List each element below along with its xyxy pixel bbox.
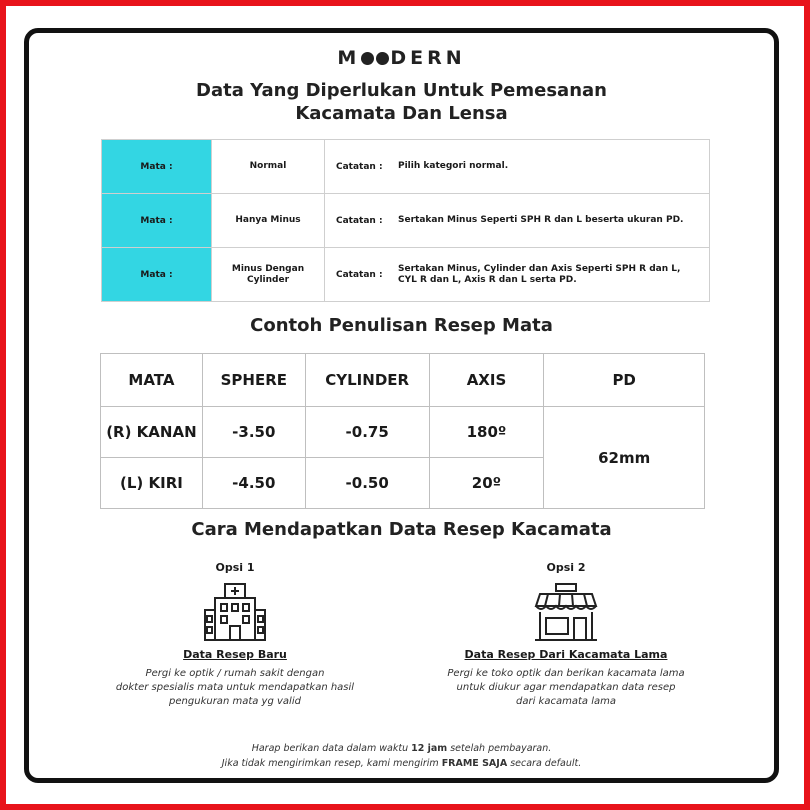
footer-line-1: [29, 741, 774, 756]
mata-cell: Mata :: [102, 194, 212, 248]
hospital-icon: [203, 582, 267, 642]
note-cell: [325, 248, 710, 302]
pd-value: 62mm: [544, 407, 705, 509]
note-cell: [325, 140, 710, 194]
axis-value: 20º: [429, 458, 544, 509]
brand-prefix: M: [337, 47, 361, 69]
desc-line: Pergi ke toko optik dan berikan kacamata lama: [447, 668, 685, 679]
sphere-value: -3.50: [202, 407, 305, 458]
title-line-2: Kacamata Dan Lensa: [295, 103, 508, 124]
note-text: Sertakan Minus Seperti SPH R dan L beserta ukuran PD.: [398, 215, 684, 225]
option-1-head: Data Resep Baru: [183, 648, 287, 661]
note-cell: [325, 194, 710, 248]
table-header-row: [101, 354, 705, 407]
category-table: [101, 139, 710, 302]
option-2: [416, 561, 716, 709]
desc-line: dari kacamata lama: [516, 696, 616, 707]
footer-text: Harap berikan data dalam waktu: [251, 743, 412, 754]
how-title: Cara Mendapatkan Data Resep Kacamata: [191, 519, 612, 540]
option-2-label: Opsi 2: [546, 561, 586, 574]
table-row: [102, 194, 710, 248]
mata-cell: Mata :: [102, 248, 212, 302]
logo-dot-icon: [376, 52, 389, 65]
kind-line-1: Minus Dengan: [231, 263, 305, 274]
header-axis: AXIS: [429, 354, 544, 407]
option-1: [85, 561, 385, 709]
mata-cell: Mata :: [102, 140, 212, 194]
header-cylinder: CYLINDER: [305, 354, 429, 407]
note-label: Catatan :: [336, 215, 383, 226]
footer-line-2: [29, 756, 774, 771]
cylinder-value: -0.75: [305, 407, 429, 458]
table-row: [102, 248, 710, 302]
info-card: [24, 28, 779, 783]
kind-cell: Hanya Minus: [212, 194, 325, 248]
brand-logo: [29, 47, 774, 69]
kind-line-2: Cylinder: [246, 274, 290, 285]
note-label: Catatan :: [336, 269, 383, 280]
note-label: Catatan :: [336, 161, 383, 172]
footer-text: Jika tidak mengirimkan resep, kami mengirim: [221, 758, 442, 769]
footer-emphasis: FRAME SAJA: [441, 758, 508, 769]
prescription-table: [100, 353, 705, 509]
example-title: Contoh Penulisan Resep Mata: [250, 315, 553, 336]
note-text: Pilih kategori normal.: [398, 161, 509, 171]
sphere-value: -4.50: [202, 458, 305, 509]
footer-note: [29, 741, 774, 771]
axis-value: 180º: [429, 407, 544, 458]
header-pd: PD: [544, 354, 705, 407]
table-row: [102, 140, 710, 194]
option-1-desc: [85, 667, 385, 709]
page-title: [29, 79, 774, 125]
footer-text: setelah pembayaran.: [447, 743, 552, 754]
note-text: [398, 264, 680, 286]
desc-line: dokter spesialis mata untuk mendapatkan hasil: [115, 682, 355, 693]
kind-cell: Normal: [212, 140, 325, 194]
option-1-label: Opsi 1: [215, 561, 255, 574]
mata-value: (L) KIRI: [101, 458, 203, 509]
title-line-1: Data Yang Diperlukan Untuk Pemesanan: [196, 80, 607, 101]
table-row: [101, 407, 705, 458]
footer-text: secara default.: [507, 758, 582, 769]
logo-dot-icon: [361, 52, 374, 65]
desc-line: Pergi ke optik / rumah sakit dengan: [145, 668, 325, 679]
header-sphere: SPHERE: [202, 354, 305, 407]
desc-line: untuk diukur agar mendapatkan data resep: [456, 682, 676, 693]
mata-value: (R) KANAN: [101, 407, 203, 458]
option-2-desc: [416, 667, 716, 709]
brand-suffix: DERN: [390, 47, 466, 69]
note-line-1: Sertakan Minus, Cylinder dan Axis Seperti SPH R dan L,: [398, 263, 681, 274]
store-icon: [534, 582, 598, 642]
desc-line: pengukuran mata yg valid: [169, 696, 301, 707]
cylinder-value: -0.50: [305, 458, 429, 509]
kind-cell: [212, 248, 325, 302]
note-line-2: CYL R dan L, Axis R dan L serta PD.: [398, 274, 577, 285]
header-mata: MATA: [101, 354, 203, 407]
footer-emphasis: 12 jam: [411, 743, 448, 754]
option-2-head: Data Resep Dari Kacamata Lama: [464, 648, 668, 661]
